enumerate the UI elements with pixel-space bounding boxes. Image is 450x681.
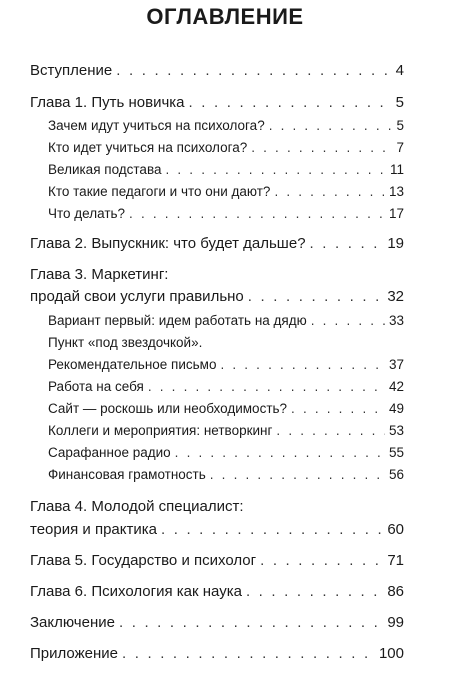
toc-entry-financial-literacy — [48, 466, 404, 484]
entry-page: 100 — [378, 645, 404, 662]
dot-leader — [276, 422, 385, 440]
dot-leader — [116, 62, 391, 80]
entry-label: Глава 5. Государство и психолог — [30, 552, 257, 569]
entry-label: Глава 6. Психология как наука — [30, 583, 242, 600]
dot-leader — [248, 288, 384, 306]
entry-label: Что делать? — [48, 206, 126, 221]
entry-page: 37 — [388, 357, 404, 372]
dot-leader — [175, 444, 385, 462]
entry-label: Великая подстава — [48, 162, 162, 177]
toc-entry-asterisk-point — [48, 334, 404, 352]
toc-entry-chapter-5 — [30, 552, 404, 570]
toc-entry-intro — [30, 62, 404, 80]
page-title: ОГЛАВЛЕНИЕ — [146, 4, 304, 29]
entry-label: Глава 1. Путь новичка — [30, 94, 185, 111]
toc-entry-chapter-4-line-1 — [30, 498, 404, 516]
entry-page: 60 — [387, 521, 404, 538]
toc-entry-chapter-6 — [30, 583, 404, 601]
entry-page: 53 — [388, 423, 404, 438]
entry-page: 99 — [387, 614, 404, 631]
dot-leader — [274, 183, 385, 201]
entry-page: 86 — [387, 583, 404, 600]
dot-leader — [310, 235, 384, 253]
toc-entry-word-of-mouth — [48, 444, 404, 462]
entry-page: 71 — [387, 552, 404, 569]
dot-leader — [291, 400, 385, 418]
entry-page: 4 — [395, 62, 404, 79]
entry-label: Кто идет учиться на психолога? — [48, 140, 248, 155]
toc-entry-chapter-1 — [30, 94, 404, 112]
entry-page: 5 — [396, 118, 404, 133]
dot-leader — [189, 94, 392, 112]
toc-entry-teachers — [48, 183, 404, 201]
toc-entry-why-study — [48, 117, 404, 135]
entry-page: 49 — [388, 401, 404, 416]
dot-leader — [246, 583, 383, 601]
toc-entry-what-to-do — [48, 205, 404, 223]
entry-page: 7 — [396, 140, 404, 155]
entry-page: 55 — [388, 445, 404, 460]
dot-leader — [119, 614, 383, 632]
dot-leader — [210, 466, 385, 484]
entry-label: Пункт «под звездочкой». — [48, 335, 203, 350]
entry-page: 32 — [387, 288, 404, 305]
entry-label: Заключение — [30, 614, 115, 631]
entry-label: Глава 4. Молодой специалист: — [30, 498, 244, 515]
toc-entry-who-studies — [48, 139, 404, 157]
dot-leader — [161, 521, 383, 539]
dot-leader — [165, 161, 386, 179]
toc-entry-option-one — [48, 312, 404, 330]
toc-entry-chapter-3-line-1 — [30, 266, 404, 284]
toc-entry-self-employment — [48, 378, 404, 396]
entry-label: Кто такие педагоги и что они дают? — [48, 184, 271, 199]
toc-entry-recommendation-letter — [48, 356, 404, 374]
toc-entry-conclusion — [30, 614, 404, 632]
entry-page: 5 — [395, 94, 404, 111]
toc-entry-website — [48, 400, 404, 418]
dot-leader — [148, 378, 385, 396]
entry-label: Зачем идут учиться на психолога? — [48, 118, 265, 133]
entry-label: продай свои услуги правильно — [30, 288, 244, 305]
entry-label: Вариант первый: идем работать на дядю — [48, 313, 307, 328]
dot-leader — [129, 205, 385, 223]
entry-label: теория и практика — [30, 521, 157, 538]
toc-entry-appendix — [30, 645, 404, 663]
entry-page: 56 — [388, 467, 404, 482]
entry-page: 17 — [388, 206, 404, 221]
dot-leader — [122, 645, 375, 663]
entry-label: Глава 2. Выпускник: что будет дальше? — [30, 235, 306, 252]
entry-label: Приложение — [30, 645, 118, 662]
entry-page: 19 — [387, 235, 404, 252]
entry-label: Вступление — [30, 62, 113, 79]
toc-entry-chapter-3-line-2 — [30, 288, 404, 306]
entry-label: Финансовая грамотность — [48, 467, 206, 482]
dot-leader — [251, 139, 392, 157]
entry-label: Коллеги и мероприятия: нетворкинг — [48, 423, 273, 438]
dot-leader — [311, 312, 385, 330]
entry-label: Сарафанное радио — [48, 445, 171, 460]
entry-page: 11 — [389, 162, 404, 177]
toc-entry-networking — [48, 422, 404, 440]
entry-label: Рекомендательное письмо — [48, 357, 217, 372]
dot-leader — [220, 356, 385, 374]
dot-leader — [260, 552, 383, 570]
toc-entry-great-setup — [48, 161, 404, 179]
entry-label: Работа на себя — [48, 379, 144, 394]
entry-page: 13 — [388, 184, 404, 199]
entry-label: Сайт — роскошь или необходимость? — [48, 401, 288, 416]
entry-page: 33 — [388, 313, 404, 328]
toc-entry-chapter-4-line-2 — [30, 521, 404, 539]
entry-page: 42 — [388, 379, 404, 394]
toc-entry-chapter-2 — [30, 235, 404, 253]
dot-leader — [269, 117, 393, 135]
entry-label: Глава 3. Маркетинг: — [30, 266, 169, 283]
